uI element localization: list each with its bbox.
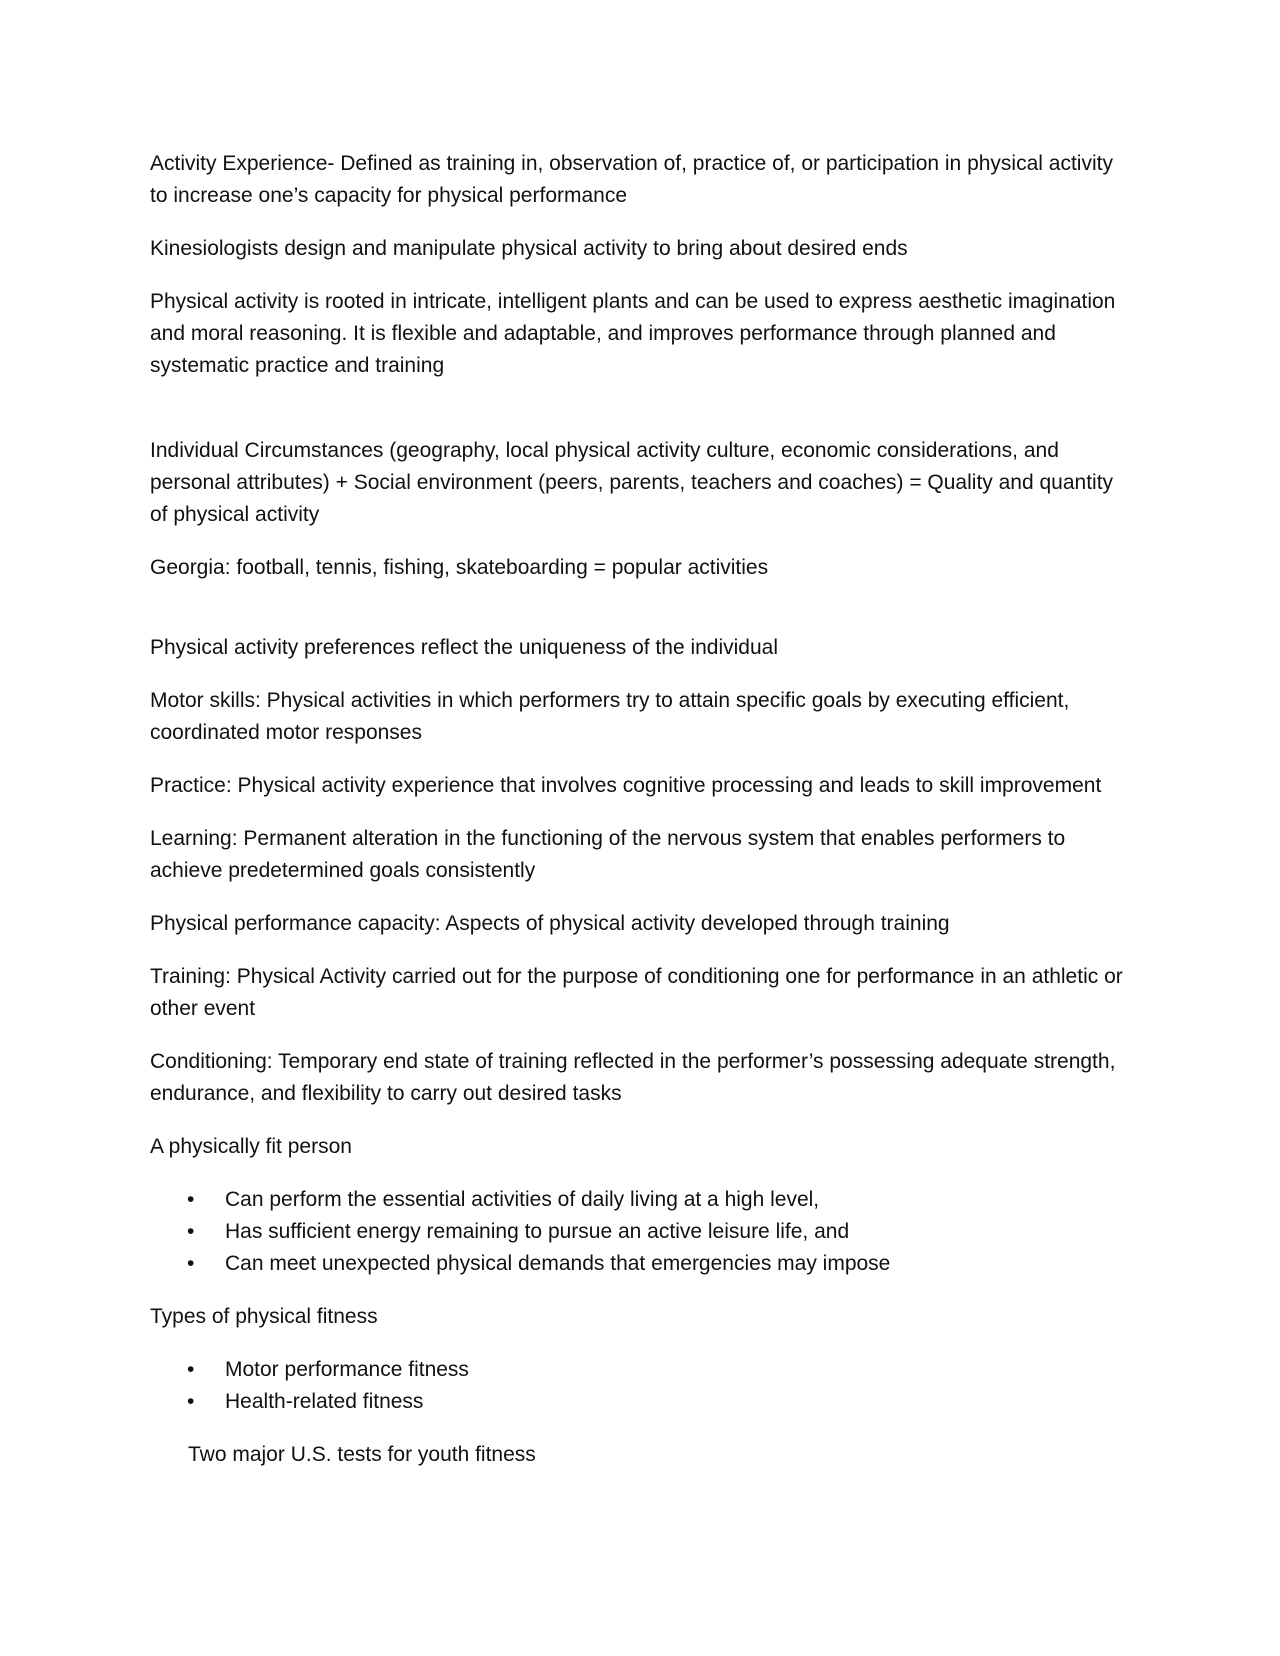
blank-line [150,403,1130,435]
bullet-icon: • [187,1188,195,1211]
list-item [150,1184,1130,1216]
document-body [150,148,1130,1492]
blank-line [150,605,1130,632]
bullet-icon: • [187,1358,195,1381]
bullet-icon: • [187,1220,195,1243]
bullet-icon: • [187,1390,195,1413]
paragraph-types-of-fitness: Types of physical fitness [150,1305,378,1328]
paragraph-kinesiologists: Kinesiologists design and manipulate physical activity to bring about desired ends [150,237,908,260]
paragraph-conditioning: Conditioning: Temporary end state of training reflected in the performer’s possessing adequate strength, endurance, and flexibility to carry out desired tasks [150,1050,1116,1105]
list-item-text: Has sufficient energy remaining to pursue an active leisure life, and [225,1220,850,1243]
paragraph-practice: Practice: Physical activity experience that involves cognitive processing and leads to skill improvement [150,774,1102,797]
paragraph-performance-capacity: Physical performance capacity: Aspects of physical activity developed through training [150,912,950,935]
paragraph-preferences: Physical activity preferences reflect the uniqueness of the individual [150,636,779,659]
list-fitness-types [150,1354,1130,1418]
paragraph-individual-circumstances: Individual Circumstances (geography, local physical activity culture, economic considerations, and personal attributes) + Social environment (peers, parents, teachers and coaches) = Quality and quantity of physical activity [150,439,1114,526]
paragraph-activity-experience: Activity Experience- Defined as training in, observation of, practice of, or participation in physical activity to increase one’s capacity for physical performance [150,152,1113,207]
list-item-text: Can meet unexpected physical demands that emergencies may impose [225,1252,891,1275]
paragraph-training: Training: Physical Activity carried out for the purpose of conditioning one for performance in an athletic or other event [150,965,1123,1020]
paragraph-georgia: Georgia: football, tennis, fishing, skateboarding = popular activities [150,556,769,579]
list-item-text: Can perform the essential activities of daily living at a high level, [225,1188,820,1211]
paragraph-physically-fit-person: A physically fit person [150,1135,352,1158]
list-item [150,1216,1130,1248]
list-fit-person-traits [150,1184,1130,1280]
list-item-text: Health-related fitness [225,1390,424,1413]
list-item [150,1354,1130,1386]
list-item [150,1248,1130,1280]
list-item-text: Motor performance fitness [225,1358,469,1381]
paragraph-learning: Learning: Permanent alteration in the functioning of the nervous system that enables performers to achieve predetermined goals consistently [150,827,1066,882]
paragraph-physical-activity-rooted: Physical activity is rooted in intricate, intelligent plants and can be used to express aesthetic imagination and moral reasoning. It is flexible and adaptable, and improves performance through planned and systematic practice and training [150,290,1116,377]
bullet-icon: • [187,1252,195,1275]
paragraph-youth-fitness-tests: Two major U.S. tests for youth fitness [188,1443,536,1466]
list-item [150,1386,1130,1418]
paragraph-motor-skills: Motor skills: Physical activities in which performers try to attain specific goals by executing efficient, coordinated motor responses [150,689,1070,744]
